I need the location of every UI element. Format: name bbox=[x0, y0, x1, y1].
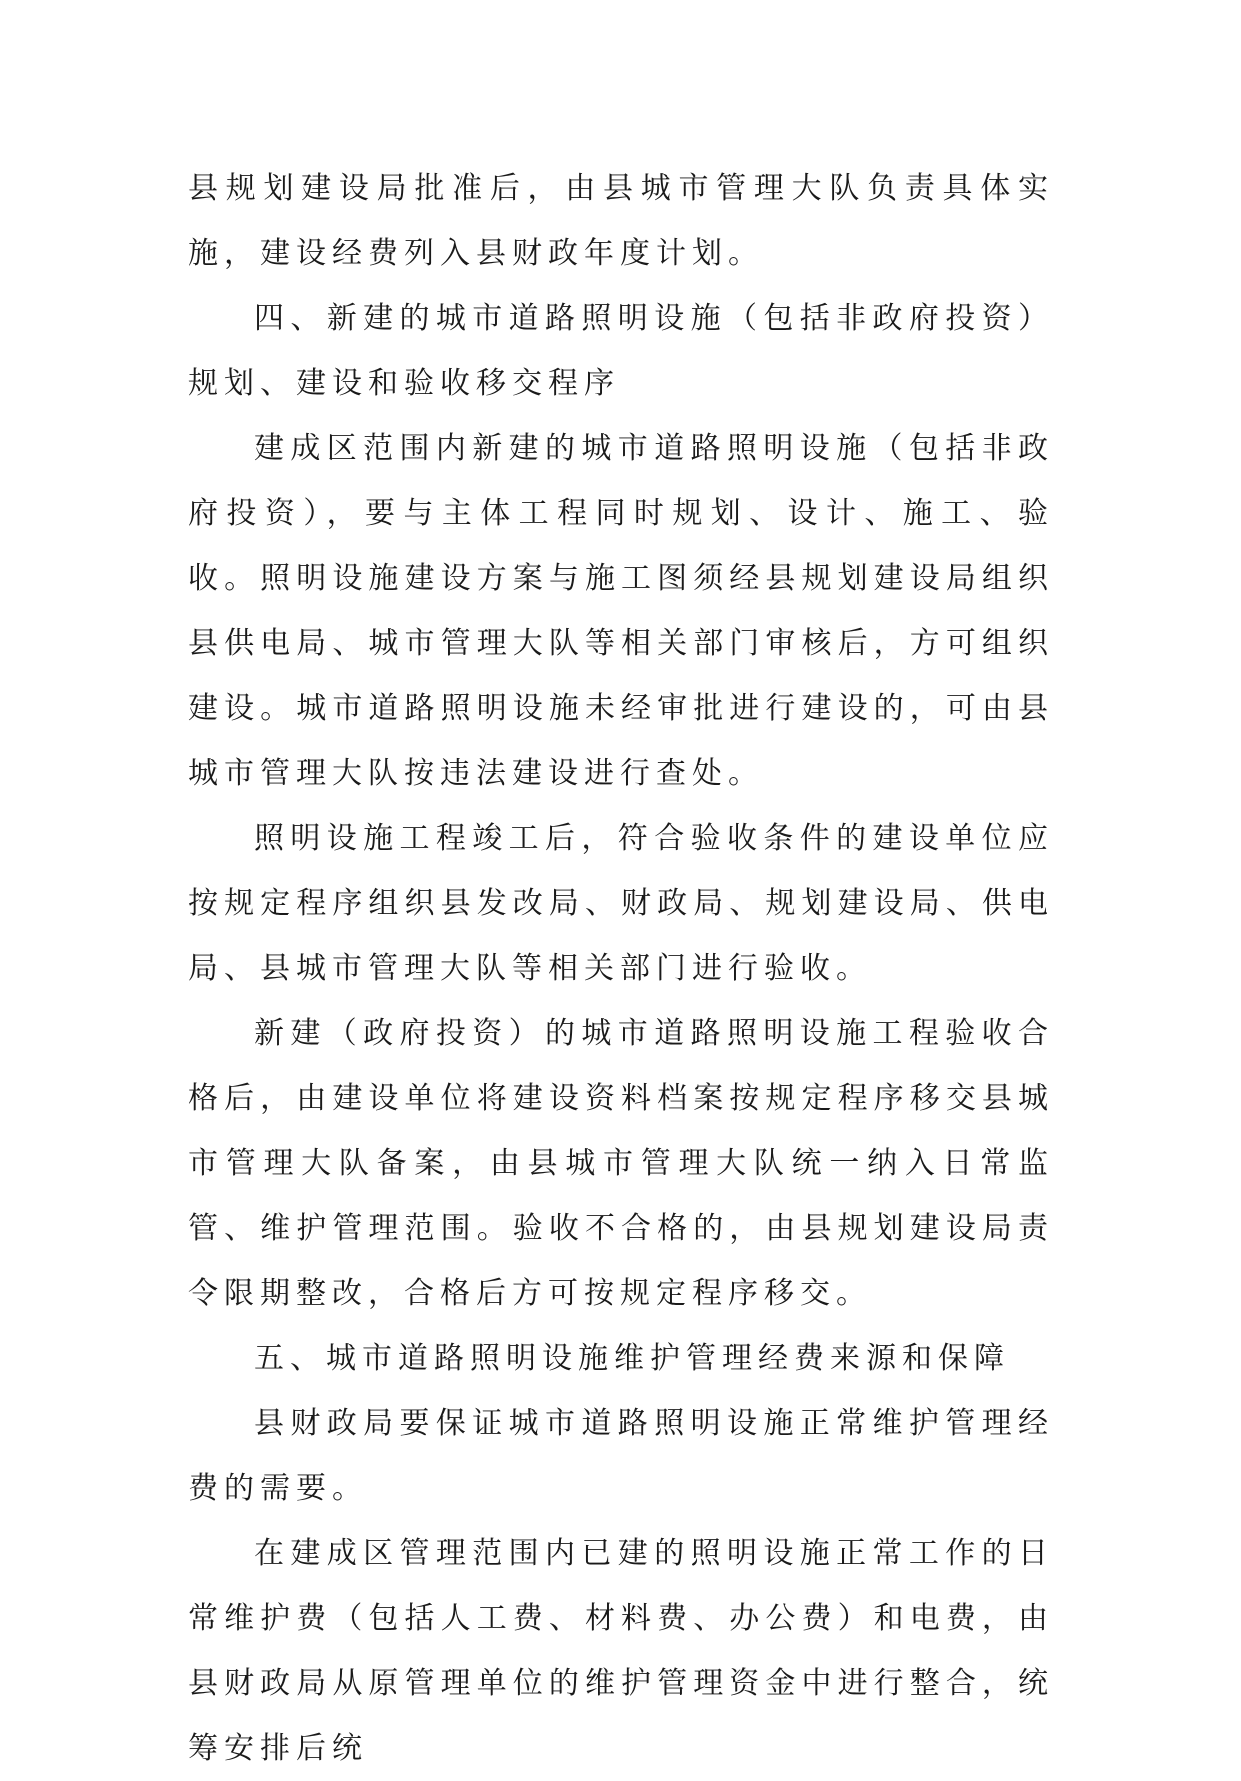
paragraph-acceptance: 照明设施工程竣工后，符合验收条件的建设单位应按规定程序组织县发改局、财政局、规划建设局、供电局、县城市管理大队等相关部门进行验收。 bbox=[188, 821, 1054, 986]
document-body bbox=[188, 156, 1054, 1781]
paragraph-finance-guarantee: 县财政局要保证城市道路照明设施正常维护管理经费的需要。 bbox=[188, 1406, 1054, 1506]
paragraph-handover: 新建（政府投资）的城市道路照明设施工程验收合格后，由建设单位将建设资料档案按规定程序移交县城市管理大队备案，由县城市管理大队统一纳入日常监管、维护管理范围。验收不合格的，由县规划建设局责令限期整改，合格后方可按规定程序移交。 bbox=[188, 1016, 1054, 1311]
paragraph-approval-funding: 县规划建设局批准后，由县城市管理大队负责具体实施，建设经费列入县财政年度计划。 bbox=[188, 171, 1054, 271]
paragraph-new-construction: 建成区范围内新建的城市道路照明设施（包括非政府投资），要与主体工程同时规划、设计、施工、验收。照明设施建设方案与施工图须经县规划建设局组织县供电局、城市管理大队等相关部门审核后，方可组织建设。城市道路照明设施未经审批进行建设的，可由县城市管理大队按违法建设进行查处。 bbox=[188, 431, 1054, 791]
section-heading-four: 四、新建的城市道路照明设施（包括非政府投资）规划、建设和验收移交程序 bbox=[188, 301, 1054, 401]
paragraph-maintenance-costs: 在建成区管理范围内已建的照明设施正常工作的日常维护费（包括人工费、材料费、办公费）和电费，由县财政局从原管理单位的维护管理资金中进行整合，统筹安排后统 bbox=[188, 1536, 1054, 1766]
section-heading-five: 五、城市道路照明设施维护管理经费来源和保障 bbox=[254, 1341, 1010, 1376]
